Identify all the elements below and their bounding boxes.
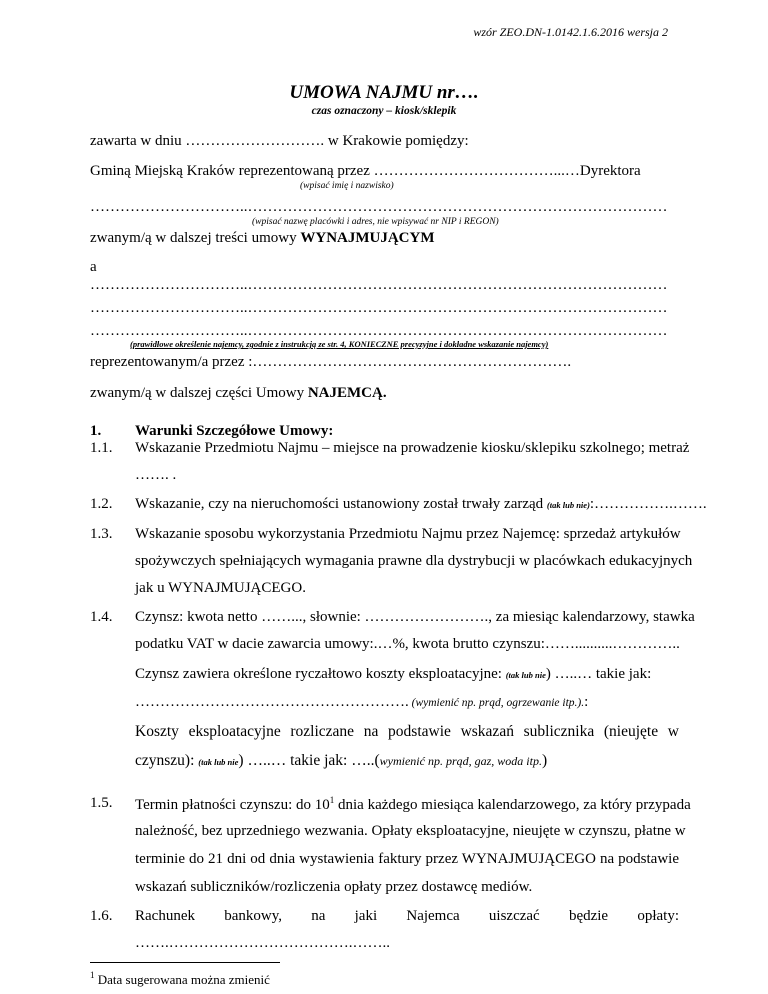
s14-line3-b: ) …..… takie jak: [545,666,652,682]
section-1-4-line5: Koszty eksploatacyjne rozliczane na podstawie wskazań sublicznika (nieujęte w [135,723,679,740]
gmina-note: (wpisać imię i nazwisko) [300,181,394,191]
tenant-dots-3: …………………………..………………………………………………………………………… [90,323,668,339]
section-1-1-line2: ……. . [135,467,177,483]
footnote-mark: 1 [90,970,95,980]
section-1-4-number: 1.4. [90,609,113,625]
section-1-3-line1: Wskazanie sposobu wykorzystania Przedmiotu Najmu przez Najemcę: sprzedaż artykułów [135,526,681,542]
section-1-2-number: 1.2. [90,496,113,512]
footnote-rule [90,962,280,963]
s14-line6-note: wymienić np. prąd, gaz, woda itp. [379,754,542,768]
section-1-number: 1. [90,423,102,439]
section-1-3-line3: jak u WYNAJMUJĄCEGO. [135,580,306,596]
section-1-5-line2: należność, bez uprzedniego wezwania. Opłaty eksploatacyjne, nieujęte w czynszu, płatne w [135,823,686,839]
represented-line: reprezentowanym/a przez :………………………………………………………. [90,354,572,370]
s14-line6-small: (tak lub nie [198,757,239,767]
s14-line4-note: (wymienić np. prąd, ogrzewanie itp.). [408,697,585,709]
tenant-note: (prawidłowe określenie najemcy, zgodnie z instrukcją ze str. 4, KONIECZNE precyzyjne i dokładne wskazanie najemcy) [130,339,549,349]
section-1-5-line1 [135,795,691,814]
landlord-prefix: zwanym/ą w dalszej treści umowy [90,230,301,246]
s12-dots: :…………….……. [589,496,707,512]
section-1-1-line1: Wskazanie Przedmiotu Najmu – miejsce na prowadzenie kiosku/sklepiku szkolnego; metraż [135,440,690,456]
section-1-6-line2: …….……………………………….…….. [135,935,390,951]
footnote-text: Data sugerowana można zmienić [97,972,270,987]
section-1-2-text [135,496,707,513]
concluded-line: zawarta w dniu ………………………. w Krakowie pomiędzy: [90,133,469,149]
s14-line3-a: Czynsz zawiera określone ryczałtowo koszty eksploatacyjne: [135,666,506,682]
section-1-5-number: 1.5. [90,795,113,811]
s14-line6-c: ) [541,752,548,769]
footnote-ref: 1 [329,795,335,805]
section-1-title: Warunki Szczegółowe Umowy: [135,423,334,439]
gmina-line: Gminą Miejską Kraków reprezentowaną przez ………………………………...…Dyrektora [90,163,641,179]
and-word: a [90,259,97,275]
tenant-line [90,385,387,402]
section-1-1-number: 1.1. [90,440,113,456]
section-1-5-line4: wskazań subliczników/rozliczenia opłaty przez dostawcę mediów. [135,879,533,895]
s14-line6-b: ) …..… takie jak: …..( [238,752,380,769]
facility-note: (wpisać nazwę placówki i adres, nie wpisywać nr NIP i REGON) [252,217,499,227]
s14-line4-dots: ………………………………………………. [135,694,409,710]
tenant-dots-1: …………………………..………………………………………………………………………… [90,277,668,293]
form-reference: wzór ZEO.DN-1.0142.1.6.2016 wersja 2 [473,25,668,39]
section-1-6-line1: Rachunek bankowy, na jaki Najemca uiszczać będzie opłaty: [135,908,679,924]
section-1-4-line1: Czynsz: kwota netto ……..., słownie: ……………………., za miesiąc kalendarzowy, stawka [135,609,695,625]
section-1-4-line6 [135,752,547,770]
section-1-5-line3: terminie do 21 dni od dnia wystawienia faktury przez WYNAJMUJĄCEGO na podstawie [135,851,679,867]
s14-line3-small: (tak lub nie [505,670,546,680]
landlord-line [90,230,435,247]
footnote [90,970,270,988]
section-1-4-line4 [135,694,588,711]
landlord-word: WYNAJMUJĄCYM [300,230,435,246]
s14-line6-a: czynszu): [135,752,199,769]
s12-small: (tak lub nie) [546,500,590,510]
tenant-word: NAJEMCĄ. [307,385,387,401]
section-1-4-line3 [135,666,651,683]
s15-line1-a: Termin płatności czynszu: do 10 [135,797,330,813]
s12-text: Wskazanie, czy na nieruchomości ustanowiony został trwały zarząd [135,496,547,512]
document-title: UMOWA NAJMU nr…. [289,82,479,103]
s14-line4-end: : [584,694,589,710]
tenant-prefix: zwanym/ą w dalszej części Umowy [90,385,308,401]
facility-dots: …………………………..………………………………………………………………………… [90,199,668,215]
tenant-dots-2: …………………………..………………………………………………………………………… [90,300,668,316]
section-1-3-line2: spożywczych spełniających wymagania prawne dla dystrybucji w placówkach edukacyjnych [135,553,693,569]
section-1-3-number: 1.3. [90,526,113,542]
s15-line1-b: dnia każdego miesiąca kalendarzowego, za który przypada [334,797,691,813]
section-1-4-line2: podatku VAT w dacie zawarcia umowy:.…%, kwota brutto czynszu:……..........………….. [135,636,680,652]
section-1-6-number: 1.6. [90,908,113,924]
document-subtitle: czas oznaczony – kiosk/sklepik [311,105,457,117]
